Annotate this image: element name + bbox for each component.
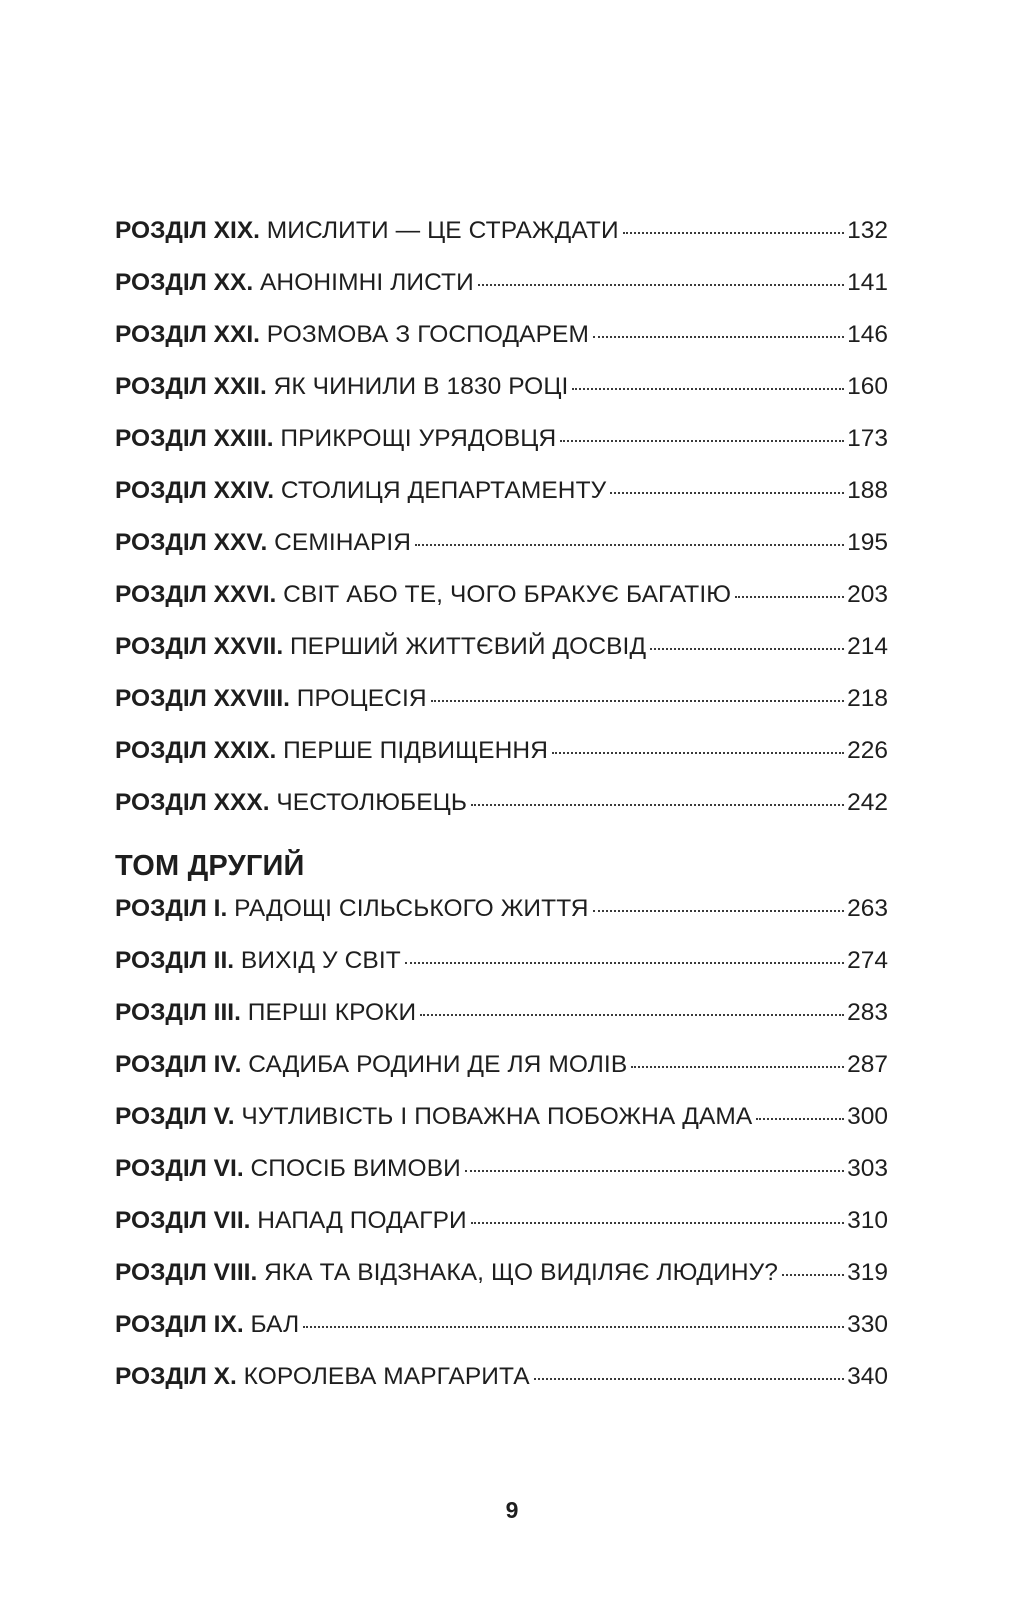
toc-entry-label <box>115 1357 530 1397</box>
chapter-number: РОЗДІЛ XXII. <box>115 373 267 400</box>
chapter-title: ПРИКРОЩІ УРЯДОВЦЯ <box>280 425 557 452</box>
toc-entry[interactable] <box>115 419 888 471</box>
toc-entry[interactable] <box>115 367 888 419</box>
dot-leader <box>420 1012 844 1016</box>
toc-entry-label <box>115 1045 627 1085</box>
toc-entry[interactable] <box>115 627 888 679</box>
dot-leader <box>593 334 844 338</box>
toc-entry[interactable] <box>115 1201 888 1253</box>
page-number: 9 <box>505 1497 519 1523</box>
dot-leader <box>560 438 844 442</box>
toc-entry-label <box>115 523 411 563</box>
chapter-number: РОЗДІЛ XXX. <box>115 789 270 816</box>
toc-entry-label <box>115 1149 461 1189</box>
chapter-page-number: 173 <box>847 425 888 452</box>
chapter-title: ЯК ЧИНИЛИ В 1830 РОЦІ <box>273 373 569 400</box>
toc-entry[interactable] <box>115 1149 888 1201</box>
toc-entry-label <box>115 993 416 1033</box>
chapter-page-number: 300 <box>847 1103 888 1130</box>
chapter-page-number: 160 <box>847 373 888 400</box>
toc-entry-label <box>115 263 474 303</box>
dot-leader <box>623 230 844 234</box>
chapter-page-number: 330 <box>847 1311 888 1338</box>
toc-entry[interactable] <box>115 993 888 1045</box>
chapter-title: ПЕРШИЙ ЖИТТЄВИЙ ДОСВІД <box>289 633 647 660</box>
chapter-number: РОЗДІЛ V. <box>115 1103 235 1130</box>
dot-leader <box>534 1376 844 1380</box>
chapter-page-number: 195 <box>847 529 888 556</box>
dot-leader <box>631 1064 844 1068</box>
chapter-number: РОЗДІЛ XIX. <box>115 217 260 244</box>
chapter-page-number: 132 <box>847 217 888 244</box>
chapter-title: ЯКА ТА ВІДЗНАКА, ЩО ВИДІЛЯЄ ЛЮДИНУ? <box>264 1259 778 1286</box>
chapter-page-number: 263 <box>847 895 888 922</box>
chapter-page-number: 146 <box>847 321 888 348</box>
dot-leader <box>478 282 844 286</box>
chapter-title: ЧЕСТОЛЮБЕЦЬ <box>276 789 468 816</box>
dot-leader <box>405 960 844 964</box>
chapter-number: РОЗДІЛ XXVIII. <box>115 685 290 712</box>
toc-list-volume-2 <box>115 889 888 1409</box>
chapter-page-number: 214 <box>847 633 888 660</box>
toc-entry[interactable] <box>115 783 888 835</box>
dot-leader <box>782 1272 844 1276</box>
toc-entry[interactable] <box>115 1045 888 1097</box>
chapter-title: РОЗМОВА З ГОСПОДАРЕМ <box>266 321 589 348</box>
toc-entry-label <box>115 1201 467 1241</box>
toc-entry[interactable] <box>115 211 888 263</box>
chapter-title: СТОЛИЦЯ ДЕПАРТАМЕНТУ <box>280 477 607 504</box>
dot-leader <box>593 908 845 912</box>
chapter-title: АНОНІМНІ ЛИСТИ <box>259 269 474 296</box>
chapter-title: СЕМІНАРІЯ <box>274 529 412 556</box>
toc-entry-label <box>115 627 646 667</box>
chapter-title: НАПАД ПОДАГРИ <box>257 1207 467 1234</box>
chapter-number: РОЗДІЛ VI. <box>115 1155 244 1182</box>
toc-entry[interactable] <box>115 263 888 315</box>
toc-entry-label <box>115 731 548 771</box>
dot-leader <box>303 1324 844 1328</box>
chapter-number: РОЗДІЛ IX. <box>115 1311 244 1338</box>
chapter-number: РОЗДІЛ II. <box>115 947 235 974</box>
toc-entry-label <box>115 1097 752 1137</box>
chapter-page-number: 287 <box>847 1051 888 1078</box>
chapter-page-number: 319 <box>847 1259 888 1286</box>
toc-entry[interactable] <box>115 575 888 627</box>
volume-heading: ТОМ ДРУГИЙ <box>115 850 305 882</box>
dot-leader <box>572 386 844 390</box>
toc-entry-label <box>115 1305 299 1345</box>
chapter-number: РОЗДІЛ I. <box>115 895 228 922</box>
chapter-title: МИСЛИТИ — ЦЕ СТРАЖДАТИ <box>266 217 619 244</box>
dot-leader <box>415 542 844 546</box>
dot-leader <box>431 698 844 702</box>
chapter-page-number: 203 <box>847 581 888 608</box>
toc-entry[interactable] <box>115 1253 888 1305</box>
toc-entry[interactable] <box>115 889 888 941</box>
toc-entry[interactable] <box>115 315 888 367</box>
dot-leader <box>471 802 844 806</box>
chapter-number: РОЗДІЛ VIII. <box>115 1259 258 1286</box>
toc-entry-label <box>115 783 467 823</box>
toc-entry-label <box>115 367 568 407</box>
toc-entry-label <box>115 419 556 459</box>
chapter-number: РОЗДІЛ XXV. <box>115 529 268 556</box>
chapter-number: РОЗДІЛ XX. <box>115 269 254 296</box>
toc-entry[interactable] <box>115 941 888 993</box>
chapter-title: СПОСІБ ВИМОВИ <box>250 1155 461 1182</box>
toc-entry-label <box>115 679 427 719</box>
chapter-number: РОЗДІЛ VII. <box>115 1207 251 1234</box>
toc-entry-label <box>115 471 606 511</box>
dot-leader <box>552 750 844 754</box>
toc-entry[interactable] <box>115 679 888 731</box>
toc-entry-label <box>115 941 401 981</box>
chapter-number: РОЗДІЛ XXI. <box>115 321 260 348</box>
chapter-page-number: 188 <box>847 477 888 504</box>
dot-leader <box>650 646 844 650</box>
dot-leader <box>735 594 844 598</box>
chapter-title: ПРОЦЕСІЯ <box>296 685 427 712</box>
dot-leader <box>465 1168 844 1172</box>
chapter-title: ПЕРШЕ ПІДВИЩЕННЯ <box>283 737 548 764</box>
dot-leader <box>610 490 844 494</box>
chapter-number: РОЗДІЛ IV. <box>115 1051 242 1078</box>
chapter-page-number: 141 <box>847 269 888 296</box>
chapter-page-number: 283 <box>847 999 888 1026</box>
toc-entry-label <box>115 575 731 615</box>
toc-entry[interactable] <box>115 523 888 575</box>
chapter-title: БАЛ <box>250 1311 300 1338</box>
chapter-page-number: 226 <box>847 737 888 764</box>
toc-entry-label <box>115 889 589 929</box>
chapter-page-number: 303 <box>847 1155 888 1182</box>
toc-entry-label <box>115 315 589 355</box>
chapter-page-number: 310 <box>847 1207 888 1234</box>
chapter-number: РОЗДІЛ XXVI. <box>115 581 277 608</box>
toc-entry[interactable] <box>115 471 888 523</box>
chapter-number: РОЗДІЛ XXIII. <box>115 425 274 452</box>
chapter-page-number: 242 <box>847 789 888 816</box>
chapter-page-number: 218 <box>847 685 888 712</box>
toc-entry[interactable] <box>115 731 888 783</box>
chapter-title: САДИБА РОДИНИ ДЕ ЛЯ МОЛІВ <box>248 1051 628 1078</box>
chapter-title: ВИХІД У СВІТ <box>240 947 401 974</box>
chapter-title: КОРОЛЕВА МАРГАРИТА <box>243 1363 530 1390</box>
toc-entry[interactable] <box>115 1097 888 1149</box>
toc-entry-label <box>115 211 619 251</box>
chapter-page-number: 274 <box>847 947 888 974</box>
toc-list-volume-1 <box>115 211 888 835</box>
toc-entry-label <box>115 1253 778 1293</box>
dot-leader <box>756 1116 844 1120</box>
chapter-number: РОЗДІЛ III. <box>115 999 241 1026</box>
chapter-number: РОЗДІЛ X. <box>115 1363 237 1390</box>
chapter-number: РОЗДІЛ XXVII. <box>115 633 284 660</box>
toc-entry[interactable] <box>115 1357 888 1409</box>
chapter-title: СВІТ АБО ТЕ, ЧОГО БРАКУЄ БАГАТІЮ <box>283 581 732 608</box>
dot-leader <box>471 1220 844 1224</box>
chapter-title: ЧУТЛИВІСТЬ І ПОВАЖНА ПОБОЖНА ДАМА <box>241 1103 753 1130</box>
chapter-number: РОЗДІЛ XXIV. <box>115 477 275 504</box>
chapter-page-number: 340 <box>847 1363 888 1390</box>
toc-entry[interactable] <box>115 1305 888 1357</box>
chapter-number: РОЗДІЛ XXIX. <box>115 737 277 764</box>
chapter-title: ПЕРШІ КРОКИ <box>247 999 417 1026</box>
chapter-title: РАДОЩІ СІЛЬСЬКОГО ЖИТТЯ <box>234 895 589 922</box>
